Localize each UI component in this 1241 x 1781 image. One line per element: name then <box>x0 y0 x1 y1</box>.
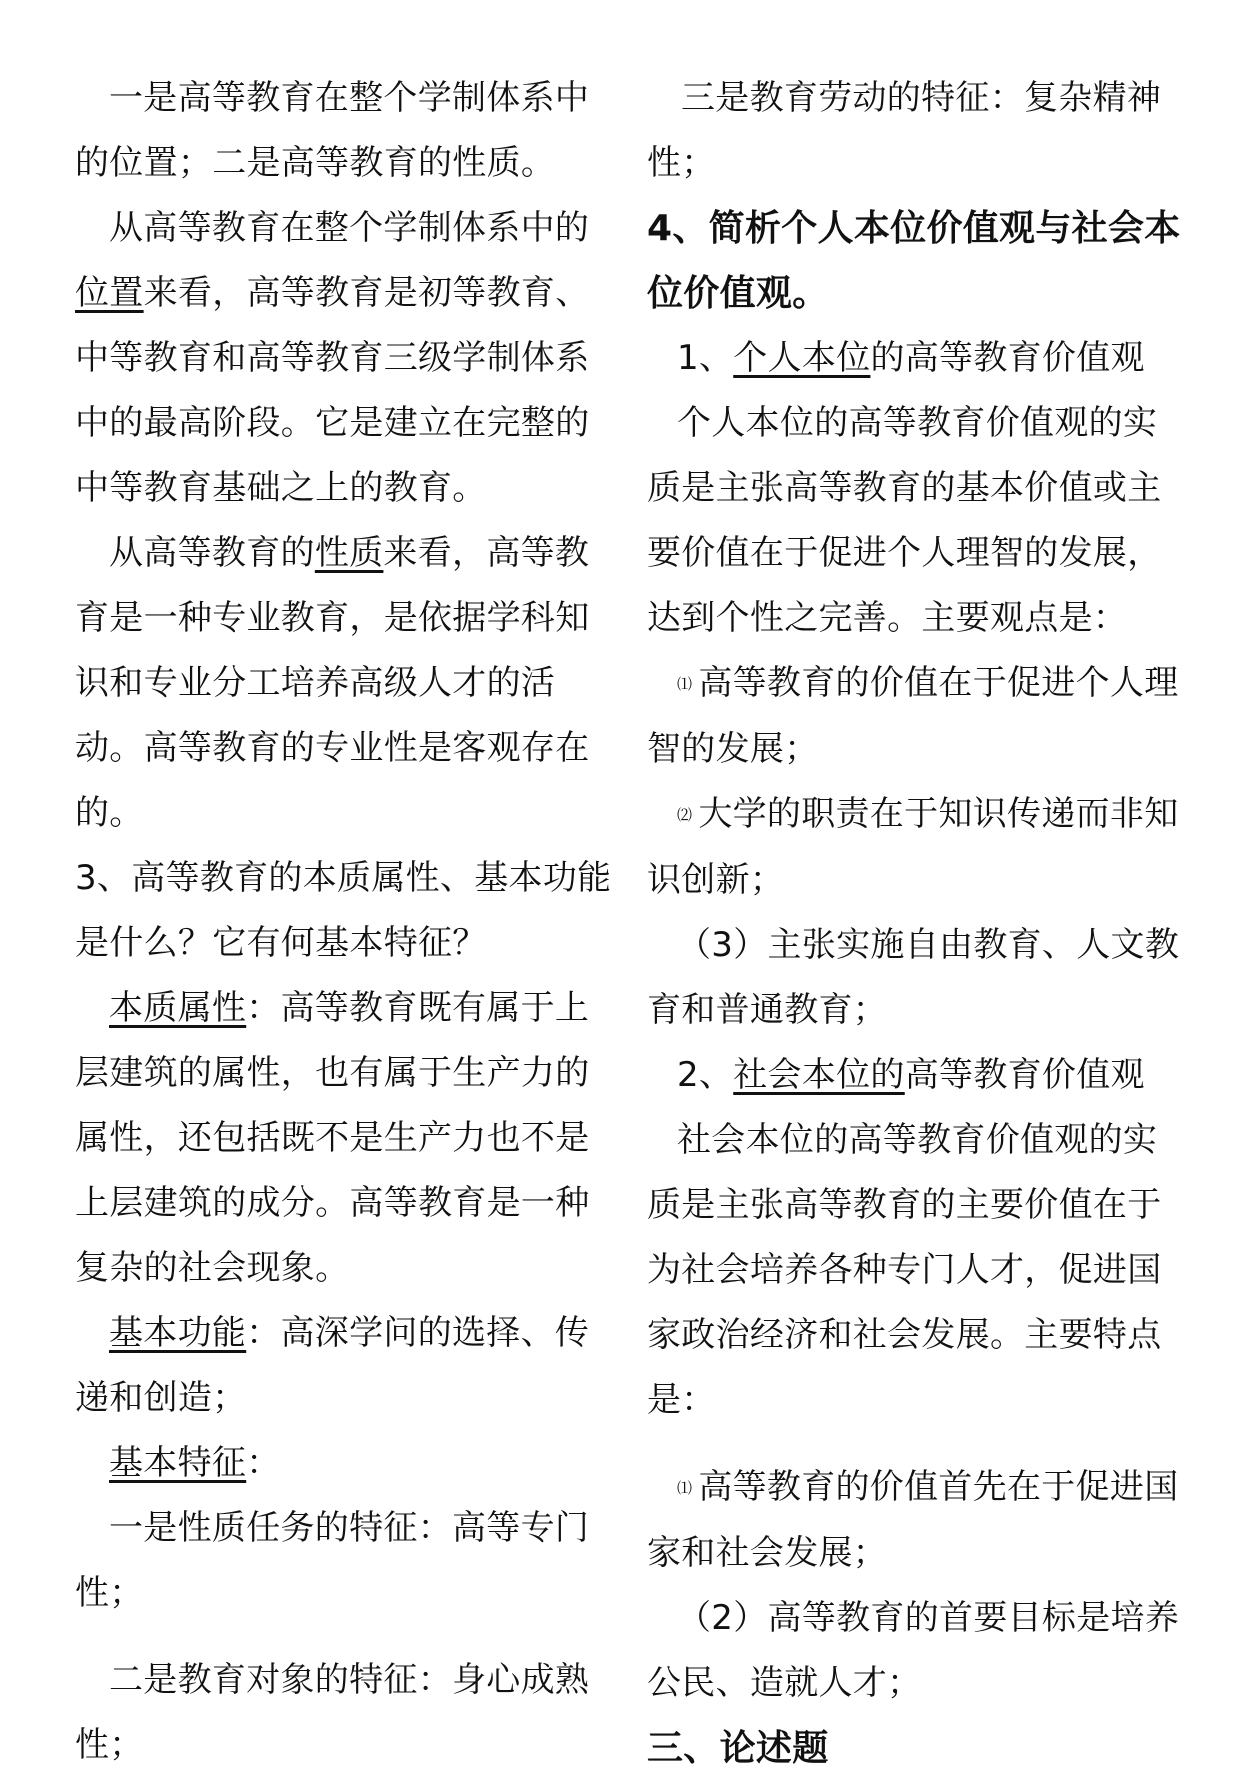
paragraph-social-desc: 社会本位的高等教育价值观的实质是主张高等教育的主要价值在于为社会培养各种专门人才，促进国家政治经济和社会发展。主要特点是： <box>647 1120 1162 1420</box>
section-3-heading: 三、论述题 <box>647 1728 829 1769</box>
underlined-term: 个人本位 <box>733 338 871 378</box>
list-marker: ⑴ <box>677 675 693 693</box>
text: 从高等教育在整个学制体系中的 <box>109 208 590 248</box>
text: 的高等教育价值观 <box>870 338 1145 378</box>
text: 1、 <box>677 338 734 378</box>
text: ：高等教育既有属于上层建筑的属性，也有属于生产力的属性，还包括既不是生产力也不是上层建筑的成分。高等教育是一种复杂的社会现象。 <box>75 988 590 1288</box>
paragraph-intro: 一是高等教育在整个学制体系中的位置；二是高等教育的性质。 <box>75 78 590 183</box>
text: 来看，高等教育是初等教育、中等教育和高等教育三级学制体系中的最高阶段。它是建立在完整的中等教育基础之上的教育。 <box>75 273 590 508</box>
left-column <box>75 66 615 1778</box>
text: 从高等教育的 <box>109 533 315 573</box>
paragraph-individual-desc: 个人本位的高等教育价值观的实质是主张高等教育的基本价值或主要价值在于促进个人理智的发展，达到个性之完善。主要观点是： <box>647 403 1162 638</box>
question-3-heading: 3、高等教育的本质属性、基本功能是什么？它有何基本特征？ <box>75 858 612 963</box>
paragraph-function <box>75 1301 615 1431</box>
text: 大学的职责在于知识传递而非知识创新； <box>647 794 1179 900</box>
list-item: （2）高等教育的首要目标是培养公民、造就人才； <box>647 1598 1180 1703</box>
text: 高等教育的价值在于促进个人理智的发展； <box>647 663 1179 769</box>
subheading-social <box>647 1043 1182 1108</box>
text: ： <box>246 1443 281 1483</box>
list-item <box>647 1455 1182 1586</box>
text: 来看，高等教育是一种专业教育，是依据学科知识和专业分工培养高级人才的活动。高等教育的专业性是客观存在的。 <box>75 533 590 833</box>
feature-item-3: 三是教育劳动的特征：复杂精神性； <box>647 78 1162 183</box>
paragraph-nature <box>75 521 615 846</box>
list-item <box>647 651 1182 782</box>
paragraph-feature <box>75 1431 615 1496</box>
right-column <box>647 66 1182 1781</box>
text: 2、 <box>677 1055 734 1095</box>
list-marker: ⑴ <box>677 1479 693 1497</box>
underlined-term: 基本特征 <box>109 1443 247 1483</box>
text: 高等教育价值观 <box>904 1055 1145 1095</box>
text: 高等教育的价值首先在于促进国家和社会发展； <box>647 1467 1179 1573</box>
underlined-term: 位置 <box>75 273 144 313</box>
paragraph-essence <box>75 976 615 1301</box>
list-item <box>647 782 1182 913</box>
feature-item-2: 二是教育对象的特征：身心成熟性； <box>75 1660 590 1765</box>
underlined-term: 本质属性 <box>109 988 247 1028</box>
subheading-individual <box>647 326 1182 391</box>
text: ：高深学问的选择、传递和创造； <box>75 1313 590 1418</box>
underlined-term: 性质 <box>314 533 384 573</box>
list-marker: ⑵ <box>677 806 693 824</box>
paragraph-position <box>75 196 615 521</box>
underlined-term: 基本功能 <box>109 1313 247 1353</box>
list-item: （3）主张实施自由教育、人文教育和普通教育； <box>647 925 1180 1030</box>
question-4-heading: 4、简析个人本位价值观与社会本位价值观。 <box>647 208 1181 314</box>
feature-item-1: 一是性质任务的特征：高等专门性； <box>75 1508 590 1613</box>
underlined-term: 社会本位的 <box>733 1055 905 1095</box>
